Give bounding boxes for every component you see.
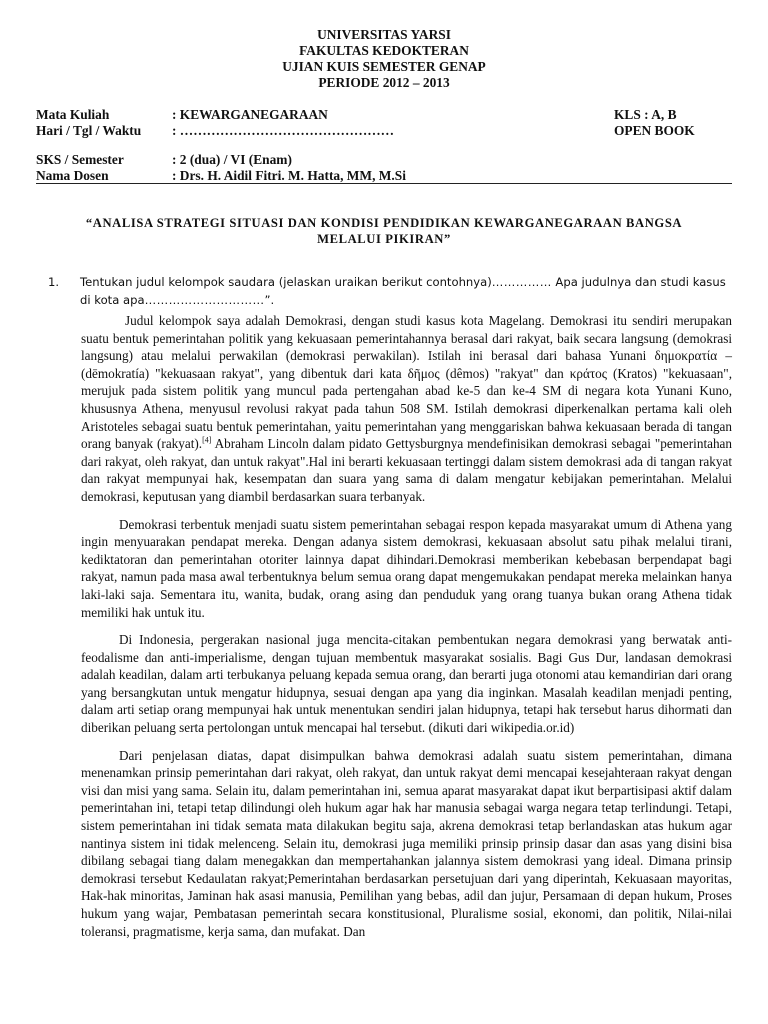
open-book-label: OPEN BOOK — [614, 123, 695, 138]
paragraph-1-part-a: Judul kelompok saya adalah Demokrasi, dengan studi kasus kota Magelang. Demokrasi itu sendiri merupakan suatu bentuk pemerintahan politik yang kekuasaan pemerintahannya berasal dari rakyat, baik secara langsung (demokrasi langsung) atau melalui perwakilan (demokrasi perwakilan). Istilah ini berasal dari bahasa Yunani δημοκρατία – (dēmokratía) "kekuasaan rakyat", yang dibentuk dari kata δῆμος (dêmos) "rakyat" dan κράτος (Kratos) "kekuasaan", merujuk pada sistem politik yang muncul pada pertengahan abad ke-5 dan ke-4 SM di negara kota Yunani Kuno, khususnya Athena, menyusul revolusi rakyat pada tahun 508 SM. Istilah demokrasi diperkenalkan pertama kali oleh Aristoteles sebagai suatu bentuk pemerintahan, yaitu pemerintahan yang menggariskan bahwa kekuasaan berada di tangan orang banyak (rakyat). — [81, 313, 732, 452]
sks-value: : 2 (dua) / VI (Enam) — [172, 152, 292, 167]
question-text-c: ”. — [264, 293, 275, 307]
essay-title: “ANALISA STRATEGI SITUASI DAN KONDISI PENDIDIKAN KEWARGANEGARAAN BANGSA MELALUI PIKIRAN” — [85, 216, 683, 246]
meta-row-course — [36, 107, 732, 123]
exam-meta-bottom — [36, 152, 732, 184]
lecturer-value: : Drs. H. Aidil Fitri. M. Hatta, MM, M.Si — [172, 168, 406, 183]
paragraph-3: Di Indonesia, pergerakan nasional juga mencita-citakan pembentukan negara demokrasi yang berwatak anti-feodalisme dan anti-imperialisme, dengan tujuan membentuk masyarakat sosialis. Bagi Gus Dur, landasan demokrasi adalah keadilan, dalam arti terbukanya peluang kepada semua orang, dan berarti juga otonomi atau kemandirian dari orang yang bersangkutan untuk mengatur hidupnya, sesuai dengan apa yang dia inginkan. Masalah keadilan menjadi penting, dalam arti setiap orang mempunyai hak untuk menentukan sendiri jalan hidupnya, tetapi hak tersebut harus dihormati dan diberikan peluang serta pertolongan untuk mencapai hal tersebut. (dikuti dari wikipedia.or.id) — [81, 632, 732, 736]
question-text-b: Apa judulnya dan studi kasus di kota apa — [80, 275, 726, 307]
paragraph-1-part-b: Abraham Lincoln dalam pidato Gettysburgnya mendefinisikan demokrasi sebagai "pemerintahan dari rakyat, oleh rakyat, dan untuk rakyat".Hal ini berarti kekuasaan tertinggi dalam sistem demokrasi ada di tangan rakyat dan rakyat mempunyai hak, kesempatan dan suara yang sama di dalam mengatur kebijakan pemerintahan. Melalui demokrasi, keputusan yang diambil berdasarkan suara terbanyak. — [81, 436, 732, 504]
date-label: Hari / Tgl / Waktu — [36, 123, 142, 138]
class-info: KLS : A, B — [614, 107, 677, 122]
course-label: Mata Kuliah — [36, 107, 110, 122]
question-dots-a: …………… — [491, 275, 552, 289]
paragraph-1 — [81, 312, 732, 506]
paragraph-2: Demokrasi terbentuk menjadi suatu sistem pemerintahan sebagai respon kepada masyarakat umum di Athena yang ingin menyuarakan pendapat mereka. Dengan adanya sistem demokrasi, kekuasaan absolut satu pihak melalui tirani, kediktatoran dan pemerintahan otoriter lainnya dapat dihindari.Demokrasi memberikan kebebasan berpendapat bagi rakyat, namun pada masa awal terbentuknya belum semua orang dapat mengemukakan pendapat mereka melainkan hanya laki-laki saja. Sementara itu, wanita, budak, orang asing dan penduduk yang orang tuanya bukan orang Athena tidak memiliki hak untuk itu. — [81, 516, 732, 620]
date-value: : ………………………………………… — [172, 123, 395, 138]
header-divider — [36, 183, 732, 184]
exam-name: UJIAN KUIS SEMESTER GENAP — [282, 59, 486, 74]
paragraph-4: Dari penjelasan diatas, dapat disimpulkan bahwa demokrasi adalah suatu sistem pemerintahan, dimana menenamkan prinsip pemerintahan dari rakyat, oleh rakyat, dan untuk rakyat demi mencapai kesejahteraan rakyat dengan visi dan misi yang sama. Selain itu, dalam pemerintahan ini, semua aparat masyarakat dapat ikut berpartisipasi aktif dalam pemerintahan ini, tetapi tetap dilindungi oleh hukum agar hak har manusia sebagai warga negara tetap terlindungi. Tetapi, sistem pemerintahan ini tidak semata mata dilakukan begitu saja, akrena demokrasi tetap berlandaskan atas hukum agar nantinya sistem ini tidak melenceng. Selain itu, demokrasi juga memiliki prinsip prinsip dasar dan asas yang disini bisa dibilang sebagai tiang dalam menegakkan dan mempertahankan jalannya sistem demokrasi yang ideal. Dimana prinsip demokrasi tersebut Kedaulatan rakyat;Pemerintahan berdasarkan persetujuan dari yang diperintah, Kekuasaan mayoritas, Hak-hak minoritas, Jaminan hak asasi manusia, Pemilihan yang bebas, adil dan jujur, Persamaan di depan hukum, Proses hukum yang wajar, Pembatasan pemerintah secara konstitusional, Pluralisme sosial, ekonomi, dan politik, Nilai-nilai toleransi, pragmatisme, kerja sama, dan mufakat. Dan — [81, 747, 732, 939]
question-number: 1. — [48, 275, 60, 289]
exam-period: PERIODE 2012 – 2013 — [318, 75, 450, 90]
document-header — [0, 0, 768, 91]
exam-meta-top — [36, 107, 732, 139]
lecturer-label: Nama Dosen — [36, 168, 109, 183]
meta-row-sks — [36, 152, 732, 168]
answer-body — [81, 312, 732, 950]
citation-marker: [4] — [202, 435, 212, 445]
university-name: UNIVERSITAS YARSI — [317, 27, 451, 42]
question-dots-b: ………………………… — [144, 293, 265, 307]
question-item — [48, 273, 732, 309]
sks-label: SKS / Semester — [36, 152, 124, 167]
question-text-a: Tentukan judul kelompok saudara (jelaskan uraikan berikut contohnya) — [80, 275, 492, 289]
course-value: : KEWARGANEGARAAN — [172, 107, 328, 122]
meta-row-date — [36, 123, 732, 139]
question-text — [80, 273, 732, 309]
meta-row-lecturer — [36, 168, 732, 184]
faculty-name: FAKULTAS KEDOKTERAN — [299, 43, 469, 58]
